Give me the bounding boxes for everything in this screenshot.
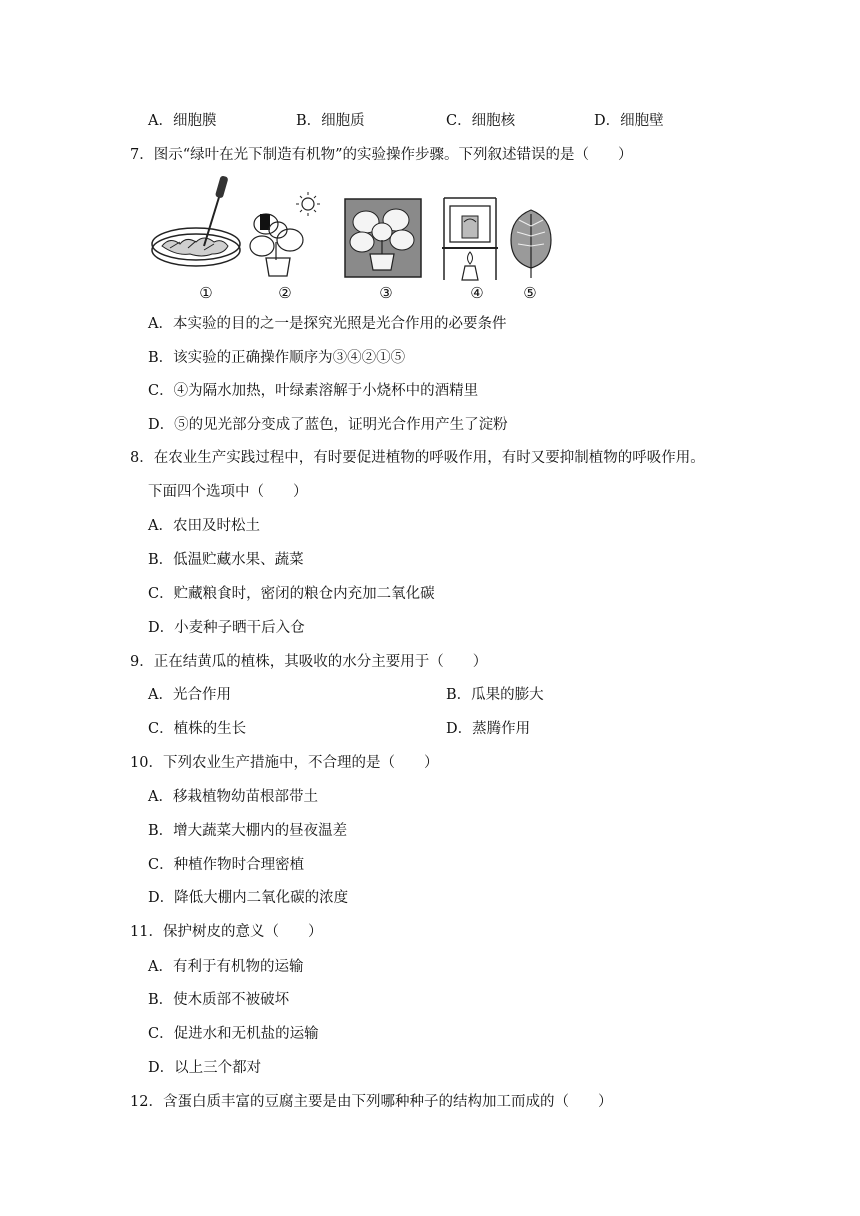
q9-stem: 9．正在结黄瓜的植株，其吸收的水分主要用于（ ） (130, 654, 488, 670)
q8-stem-line1: 8．在农业生产实践过程中，有时要促进植物的呼吸作用，有时又要抑制植物的呼吸作用。 (130, 450, 705, 466)
q7-stem: 7．图示“绿叶在光下制造有机物”的实验操作步骤。下列叙述错误的是（ ） (130, 147, 633, 163)
q8-option-b: B．低温贮藏水果、蔬菜 (148, 552, 304, 568)
q8-option-c: C．贮藏粮食时，密闭的粮仓内充加二氧化碳 (148, 586, 435, 602)
petri-dish-dropper-icon (148, 172, 248, 282)
q8-option-d: D．小麦种子晒干后入仓 (148, 620, 305, 636)
q6-option-c: C．细胞核 (446, 113, 516, 129)
q11-stem: 11．保护树皮的意义（ ） (130, 924, 323, 940)
water-bath-heating-icon (440, 196, 500, 282)
q9-option-c: C．植株的生长 (148, 721, 247, 737)
q6-option-b: B．细胞质 (296, 113, 365, 129)
q11-option-a: A．有利于有机物的运输 (148, 959, 304, 975)
q10-option-c: C．种植作物时合理密植 (148, 857, 305, 873)
q10-option-d: D．降低大棚内二氧化碳的浓度 (148, 890, 349, 906)
q9-option-a: A．光合作用 (148, 687, 231, 703)
q7-option-d: D．⑤的见光部分变成了蓝色，证明光合作用产生了淀粉 (148, 417, 508, 433)
q9-option-b: B．瓜果的膨大 (446, 687, 544, 703)
figure-label-3: ③ (379, 284, 393, 302)
q11-option-d: D．以上三个都对 (148, 1060, 262, 1076)
q6-option-d: D．细胞壁 (594, 113, 664, 129)
q8-stem-line2: 下面四个选项中（ ） (148, 484, 308, 500)
plant-in-dark-icon (344, 198, 422, 278)
q10-stem: 10．下列农业生产措施中，不合理的是（ ） (130, 755, 439, 771)
q12-stem: 12．含蛋白质丰富的豆腐主要是由下列哪种种子的结构加工而成的（ ） (130, 1094, 613, 1110)
figure-label-5: ⑤ (523, 284, 537, 302)
q11-option-c: C．促进水和无机盐的运输 (148, 1026, 319, 1042)
q7-option-b: B．该实验的正确操作顺序为③④②①⑤ (148, 350, 406, 366)
q11-option-b: B．使木质部不被破坏 (148, 992, 290, 1008)
q6-option-a: A．细胞膜 (148, 113, 217, 129)
q7-experiment-figures (148, 172, 568, 307)
figure-label-1: ① (199, 284, 213, 302)
plant-with-sun-icon (248, 190, 328, 282)
q9-option-d: D．蒸腾作用 (446, 721, 531, 737)
q8-option-a: A．农田及时松土 (148, 518, 260, 534)
q10-option-a: A．移栽植物幼苗根部带土 (148, 789, 318, 805)
leaf-icon (508, 206, 554, 280)
q7-option-a: A．本实验的目的之一是探究光照是光合作用的必要条件 (148, 316, 507, 332)
figure-label-2: ② (278, 284, 292, 302)
q7-option-c: C．④为隔水加热，叶绿素溶解于小烧杯中的酒精里 (148, 383, 479, 399)
q10-option-b: B．增大蔬菜大棚内的昼夜温差 (148, 823, 348, 839)
figure-label-4: ④ (470, 284, 484, 302)
